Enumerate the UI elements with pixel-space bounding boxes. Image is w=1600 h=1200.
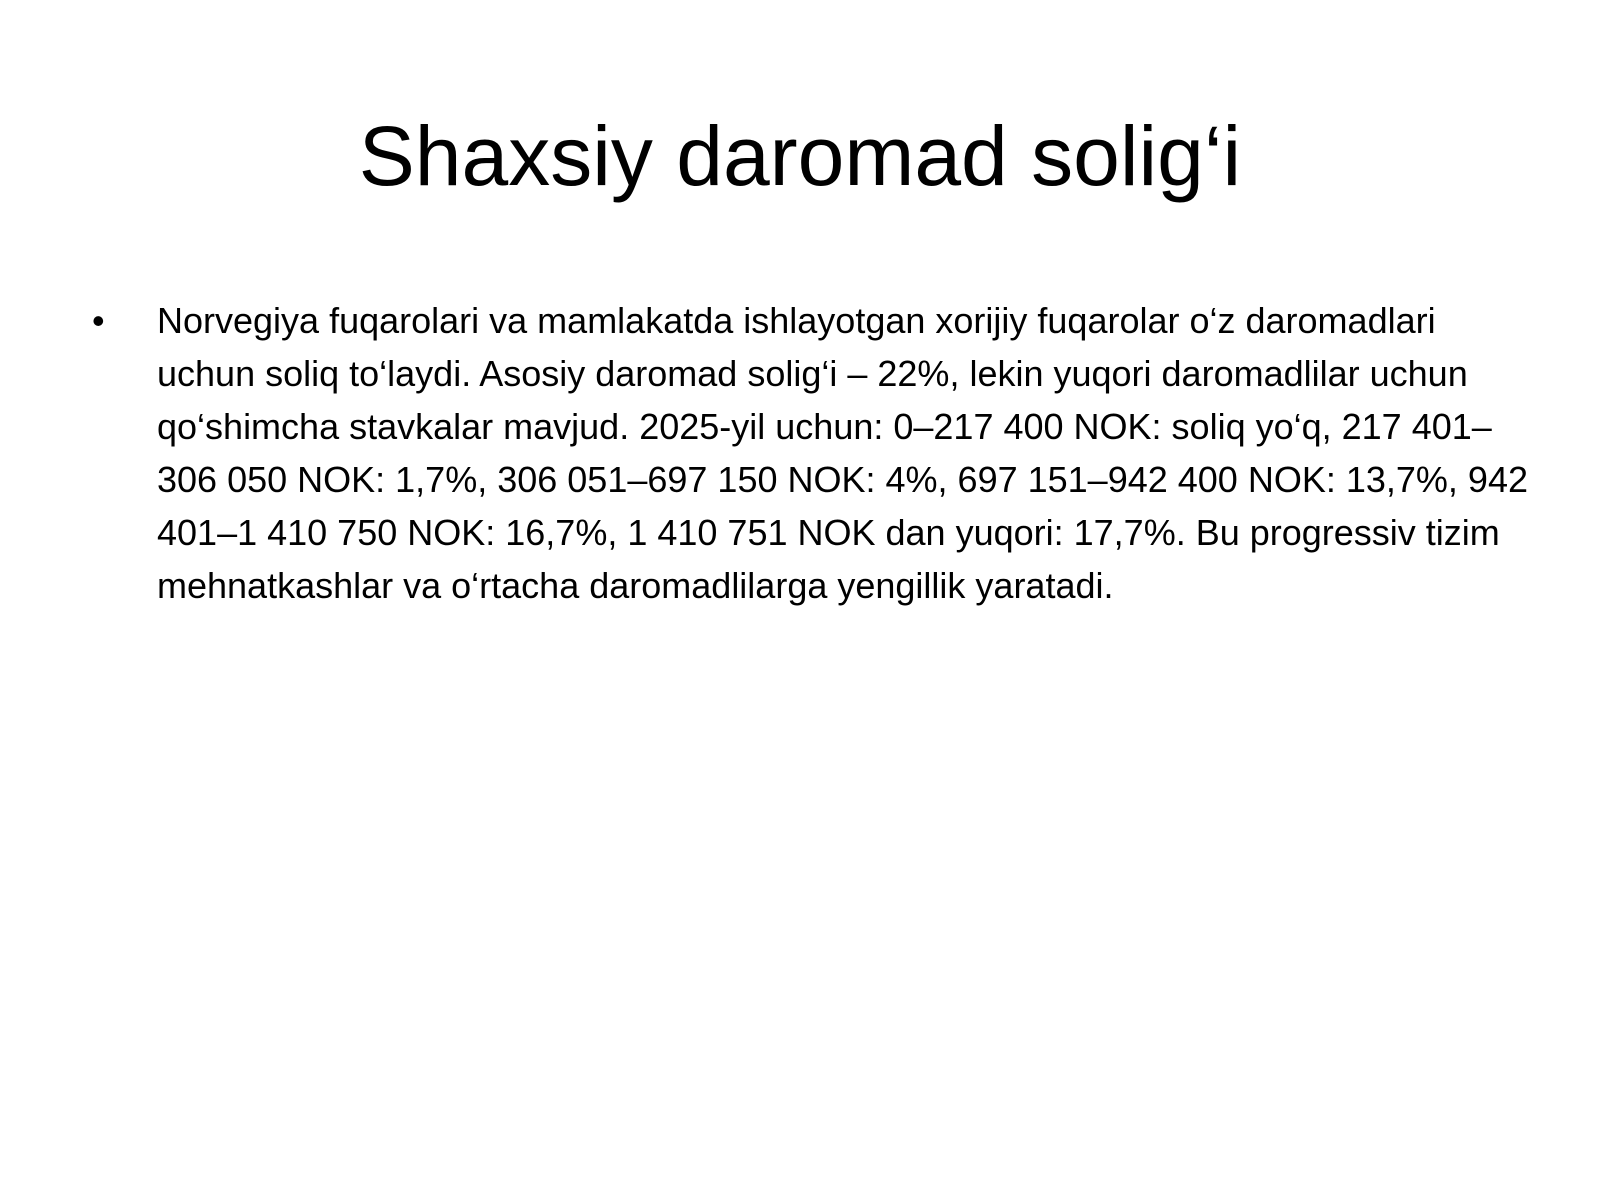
bullet-text: Norvegiya fuqarolari va mamlakatda ishlayotgan xorijiy fuqarolar o‘z daromadlari uchun soliq to‘laydi. Asosiy daromad solig‘i – 22%, lekin yuqori daromadlilar uchun qo‘shimcha stavkalar mavjud. 2025-yil uchun: 0–217 400 NOK: soliq yo‘q, 217 401–306 050 NOK: 1,7%, 306 051–697 150 NOK: 4%, 697 151–942 400 NOK: 13,7%, 942 401–1 410 750 NOK: 16,7%, 1 410 751 NOK dan yuqori: 17,7%. Bu progressiv tizim mehnatkashlar va o‘rtacha daromadlilarga yengillik yaratadi.	[157, 300, 1528, 606]
bullet-list	[92, 294, 1528, 612]
bullet-item	[92, 294, 1528, 612]
slide-title: Shaxsiy daromad solig‘i	[358, 109, 1242, 203]
bullet-marker: •	[92, 300, 105, 341]
